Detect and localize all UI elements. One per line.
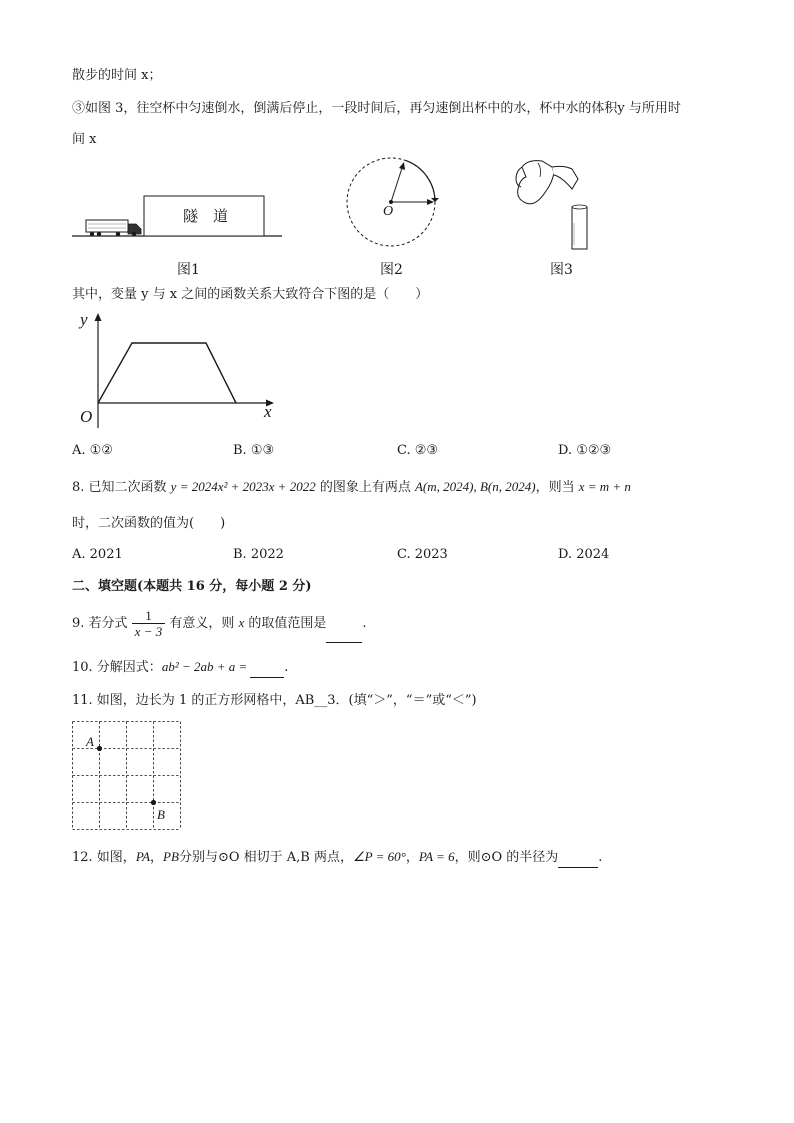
q7-option-d[interactable]: D. ①②③ xyxy=(558,443,612,458)
grid-point-b: B xyxy=(157,807,165,822)
q12-part2: 分别与⊙O 相切于 A,B 两点， xyxy=(178,850,353,865)
q12-angle: ∠P = 60° xyxy=(352,849,406,864)
q7-option-b[interactable]: B. ①③ xyxy=(233,443,275,458)
q12-part1: 12. 如图， xyxy=(72,850,136,865)
item3-line1: ③如图 3，往空杯中匀速倒水，倒满后停止，一段时间后，再匀速倒出杯中的水，杯中水的体积y 与所用时 xyxy=(72,101,681,116)
q8-formula: y = 2024x² + 2023x + 2022 xyxy=(170,479,316,494)
q12-length: PA = 6 xyxy=(418,849,455,864)
q10-part1: 10. 分解因式： xyxy=(72,660,162,675)
q8-option-b[interactable]: B. 2022 xyxy=(233,547,284,562)
section-2-title: 二、填空题(本题共 16 分，每小题 2 分) xyxy=(72,579,312,594)
q7-option-c[interactable]: C. ②③ xyxy=(397,443,439,458)
tunnel-label: 隧 道 xyxy=(183,207,229,225)
q7-stem: 其中，变量 y 与 x 之间的函数关系大致符合下图的是（ ） xyxy=(72,287,429,302)
q7-option-a[interactable]: A. ①② xyxy=(72,443,113,458)
q10-end: . xyxy=(284,660,289,675)
grid-point-a: A xyxy=(86,734,94,749)
q8-part3: ，则当 xyxy=(535,480,579,495)
figure-2-clock-circle xyxy=(346,152,446,252)
q12-stem xyxy=(72,848,602,868)
q10-stem xyxy=(72,658,288,678)
q10-answer-blank[interactable] xyxy=(250,659,284,678)
q9-part2: 有意义，则 xyxy=(165,616,239,631)
figure-1-caption: 图1 xyxy=(177,262,200,278)
q12-pb: PB xyxy=(163,849,179,864)
graph-origin-label: O xyxy=(80,407,93,426)
q8-option-c[interactable]: C. 2023 xyxy=(397,547,448,562)
q10-expr: ab² − 2ab + a = xyxy=(161,659,248,674)
q9-fraction xyxy=(132,608,166,639)
figure-1-truck-tunnel xyxy=(72,180,292,260)
q8-stem xyxy=(72,478,631,497)
figure-3-pitcher-cup xyxy=(512,155,592,255)
item3-line2: 间 x xyxy=(72,132,97,147)
q9-end: . xyxy=(362,616,367,631)
q8-condition: x = m + n xyxy=(578,479,631,494)
q8-option-a[interactable]: A. 2021 xyxy=(72,547,123,562)
q12-part3: ，则⊙O 的半径为 xyxy=(454,850,559,865)
q8-part1: 8. 已知二次函数 xyxy=(72,480,171,495)
center-o-label: O xyxy=(383,204,394,219)
q9-part3: 的取值范围是 xyxy=(244,616,327,631)
q8-option-d[interactable]: D. 2024 xyxy=(558,547,610,562)
q9-var: x xyxy=(238,615,245,630)
q12-pa: PA xyxy=(135,849,151,864)
q8-line2: 时，二次函数的值为( ) xyxy=(72,516,226,531)
q9-answer-blank[interactable] xyxy=(326,606,362,643)
q12-end: . xyxy=(598,850,603,865)
q12-sep2: ， xyxy=(405,850,419,865)
figure-3-caption: 图3 xyxy=(550,262,573,278)
q9-stem xyxy=(72,605,367,643)
q12-answer-blank[interactable] xyxy=(558,849,598,868)
q11-stem: 11. 如图，边长为 1 的正方形网格中，AB__3．(填“＞”，“＝”或“＜”) xyxy=(72,693,477,708)
q8-part2: 的图象上有两点 xyxy=(315,480,415,495)
q9-part1: 9. 若分式 xyxy=(72,616,132,631)
q8-points: A(m, 2024), B(n, 2024) xyxy=(414,479,536,494)
intro-tail: 散步的时间 x； xyxy=(72,68,162,83)
graph-y-label: y xyxy=(80,310,88,329)
graph-x-label: x xyxy=(264,402,272,421)
q9-denominator: x − 3 xyxy=(134,624,163,639)
figure-2-caption: 图2 xyxy=(380,262,403,278)
q12-sep: ， xyxy=(150,850,164,865)
q7-trapezoid-graph xyxy=(72,310,282,435)
q9-numerator: 1 xyxy=(132,608,166,624)
